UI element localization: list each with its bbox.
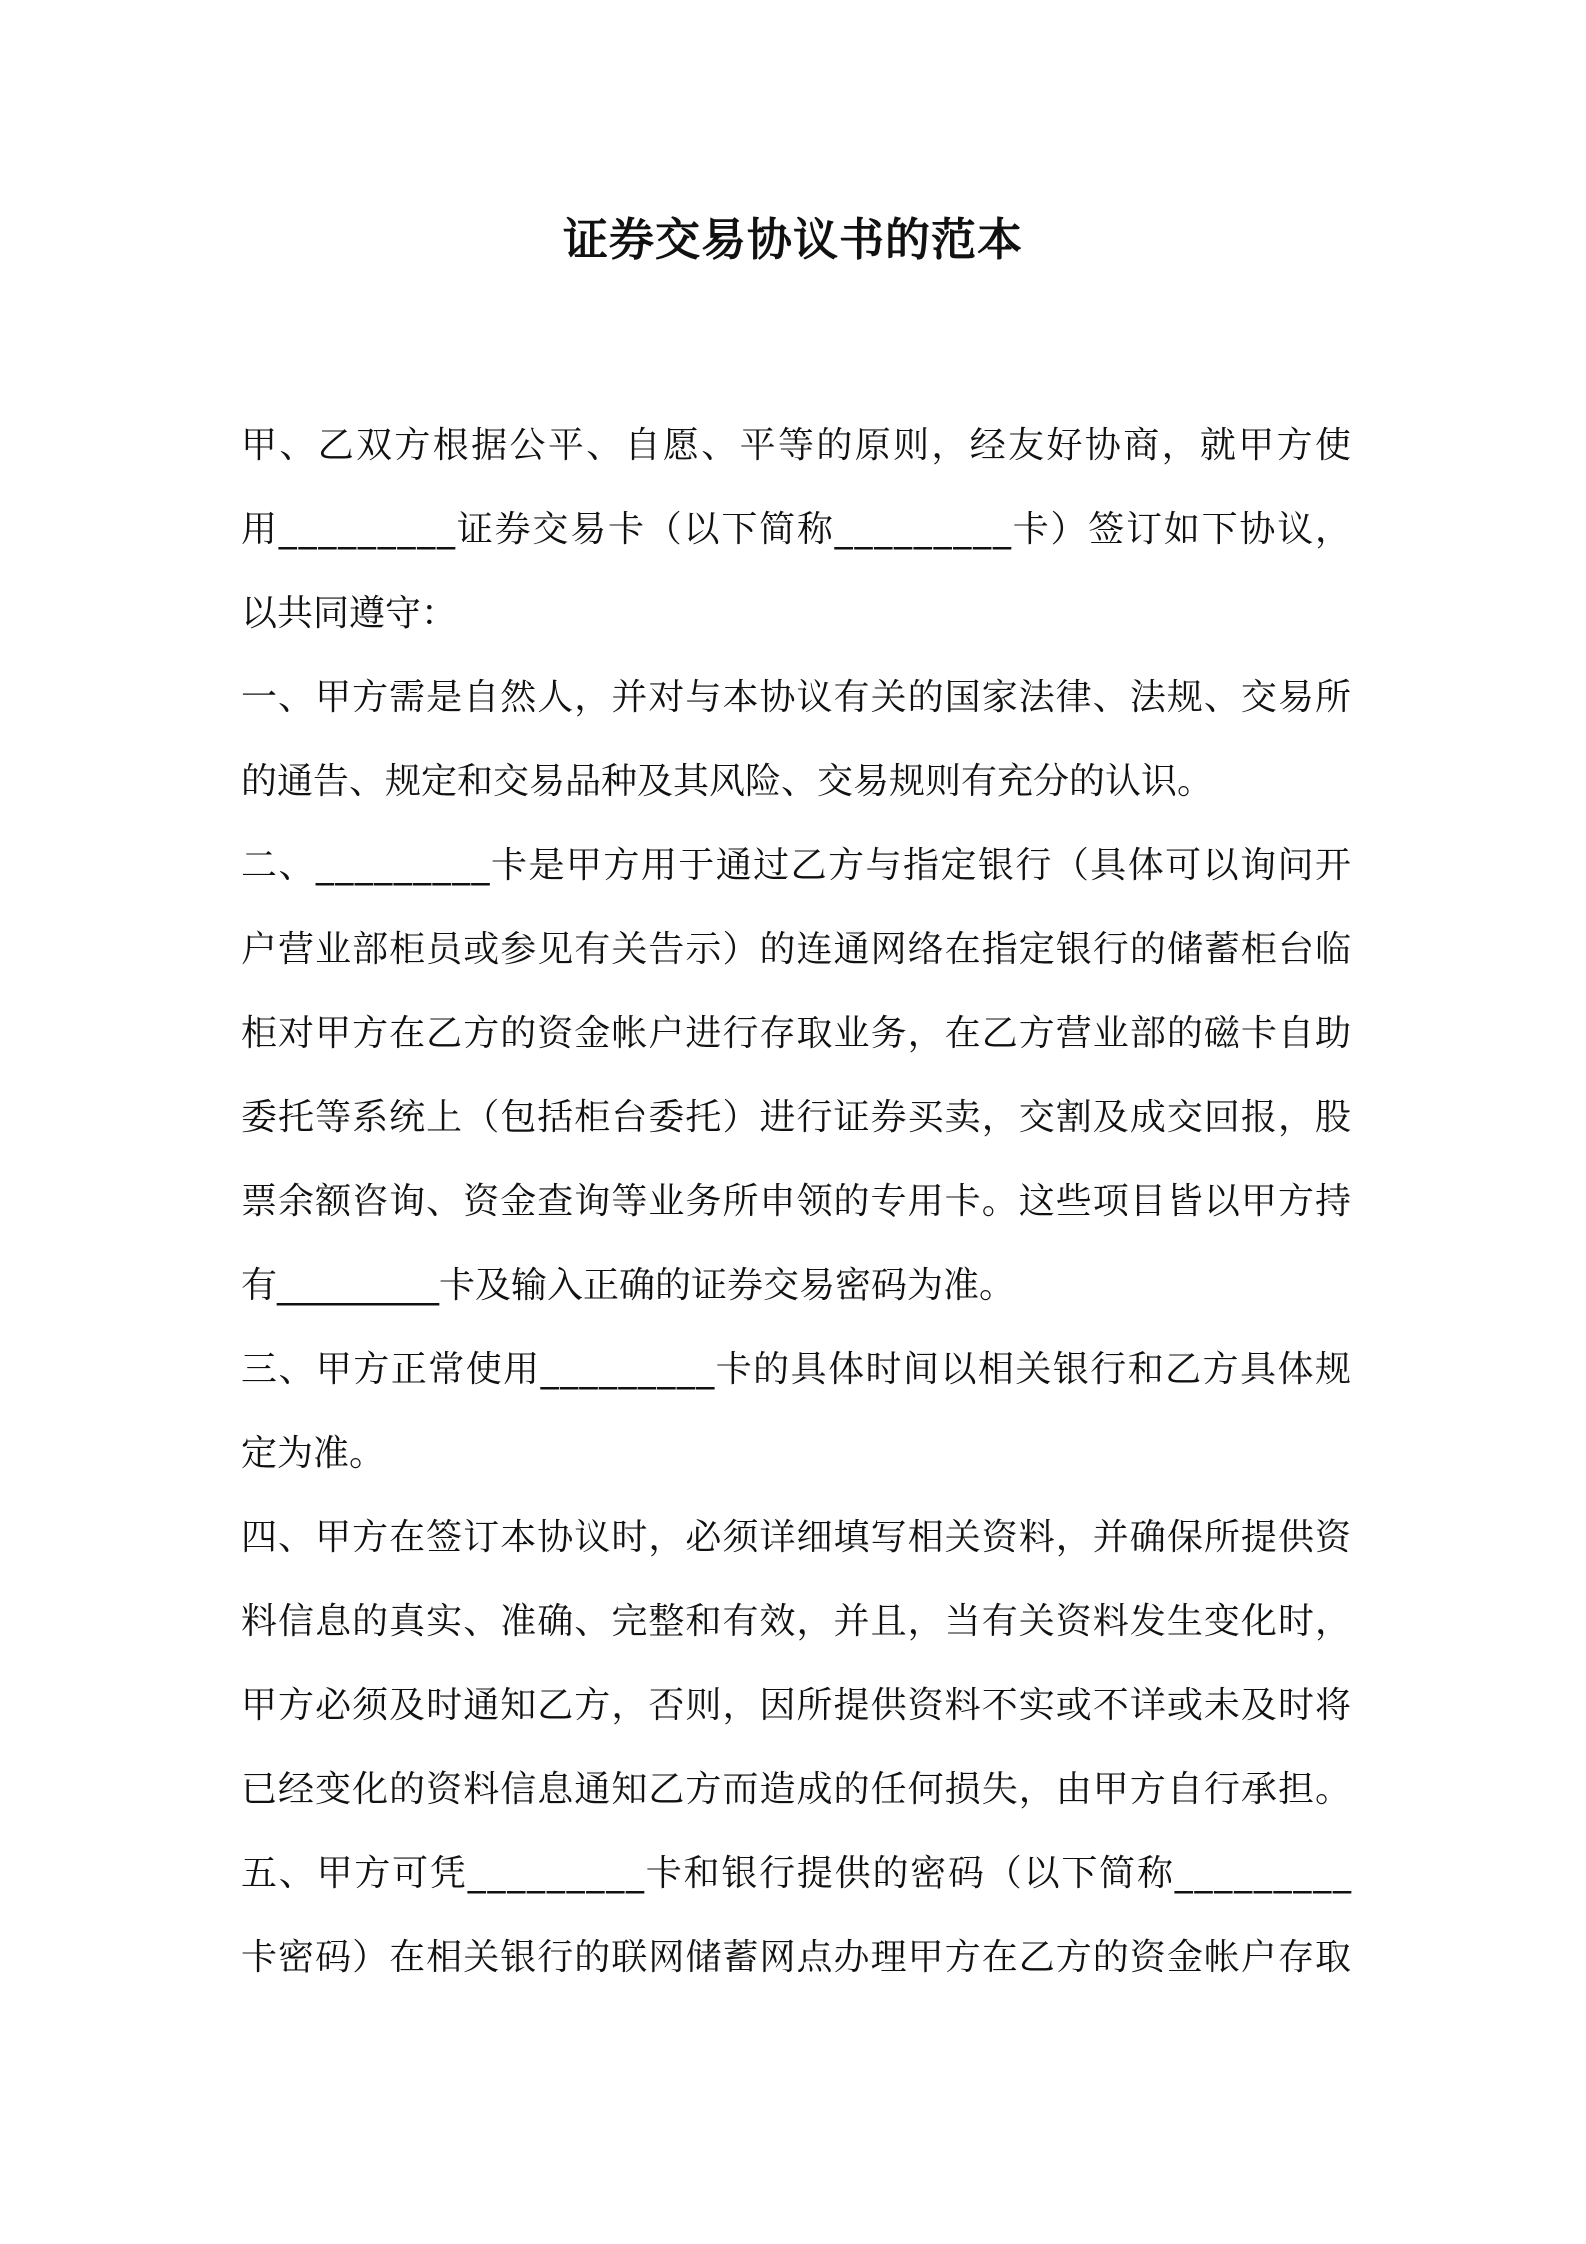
body-line-4 [241,656,1351,740]
line-text: 定为准。 [241,1433,386,1474]
body-line-16 [241,1664,1351,1748]
body-line-9 [241,1076,1351,1160]
line-text: 一、甲方需是自然人，并对与本协议有关的国家法律、法规、交易所 [241,677,1353,718]
body-line-8 [241,992,1351,1076]
line-text: 甲方必须及时通知乙方，否则，因所提供资料不实或不详或未及时将 [241,1685,1353,1726]
line-text: 卡密码）在相关银行的联网储蓄网点办理甲方在乙方的资金帐户存取 [241,1937,1353,1978]
line-text: 的通告、规定和交易品种及其风险、交易规则有充分的认识。 [241,761,1214,802]
line-text: 以共同遵守： [241,593,458,634]
line-text: 有_________卡及输入正确的证券交易密码为准。 [241,1265,1016,1306]
body-line-1 [241,404,1354,488]
line-text: 柜对甲方在乙方的资金帐户进行存取业务，在乙方营业部的磁卡自助 [241,1013,1353,1054]
body-line-3 [241,572,1351,656]
line-text: 二、_________卡是甲方用于通过乙方与指定银行（具体可以询问开 [241,845,1353,886]
body-line-19 [241,1916,1351,2000]
body-line-18 [241,1832,1351,1916]
line-text: 已经变化的资料信息通知乙方而造成的任何损失，由甲方自行承担。 [241,1769,1353,1810]
document-title: 证券交易协议书的范本 [562,213,1023,266]
body-line-14 [241,1496,1351,1580]
body-line-10 [241,1160,1351,1244]
body-line-11 [241,1244,1351,1328]
line-text: 户营业部柜员或参见有关告示）的连通网络在指定银行的储蓄柜台临 [241,929,1353,970]
line-text: 三、甲方正常使用_________卡的具体时间以相关银行和乙方具体规 [241,1349,1353,1390]
body-line-2 [241,488,1351,572]
line-text: 五、甲方可凭_________卡和银行提供的密码（以下简称_________ [241,1853,1353,1894]
line-text: 票余额咨询、资金查询等业务所申领的专用卡。这些项目皆以甲方持 [241,1181,1353,1222]
body-line-13 [241,1412,1351,1496]
body-line-12 [241,1328,1351,1412]
body-line-17 [241,1748,1351,1832]
line-text: 用_________证券交易卡（以下简称_________卡）签订如下协议， [241,509,1353,550]
body-line-15 [241,1580,1351,1664]
line-text: 四、甲方在签订本协议时，必须详细填写相关资料，并确保所提供资 [241,1517,1353,1558]
body-line-5 [241,740,1351,824]
body-line-7 [241,908,1351,992]
line-text: 甲、乙双方根据公平、自愿、平等的原则，经友好协商，就甲方使 [241,425,1354,466]
body-line-6 [241,824,1351,908]
agreement-body [241,404,1354,2000]
line-text: 委托等系统上（包括柜台委托）进行证券买卖，交割及成交回报，股 [241,1097,1353,1138]
line-text: 料信息的真实、准确、完整和有效，并且，当有关资料发生变化时， [241,1601,1353,1642]
